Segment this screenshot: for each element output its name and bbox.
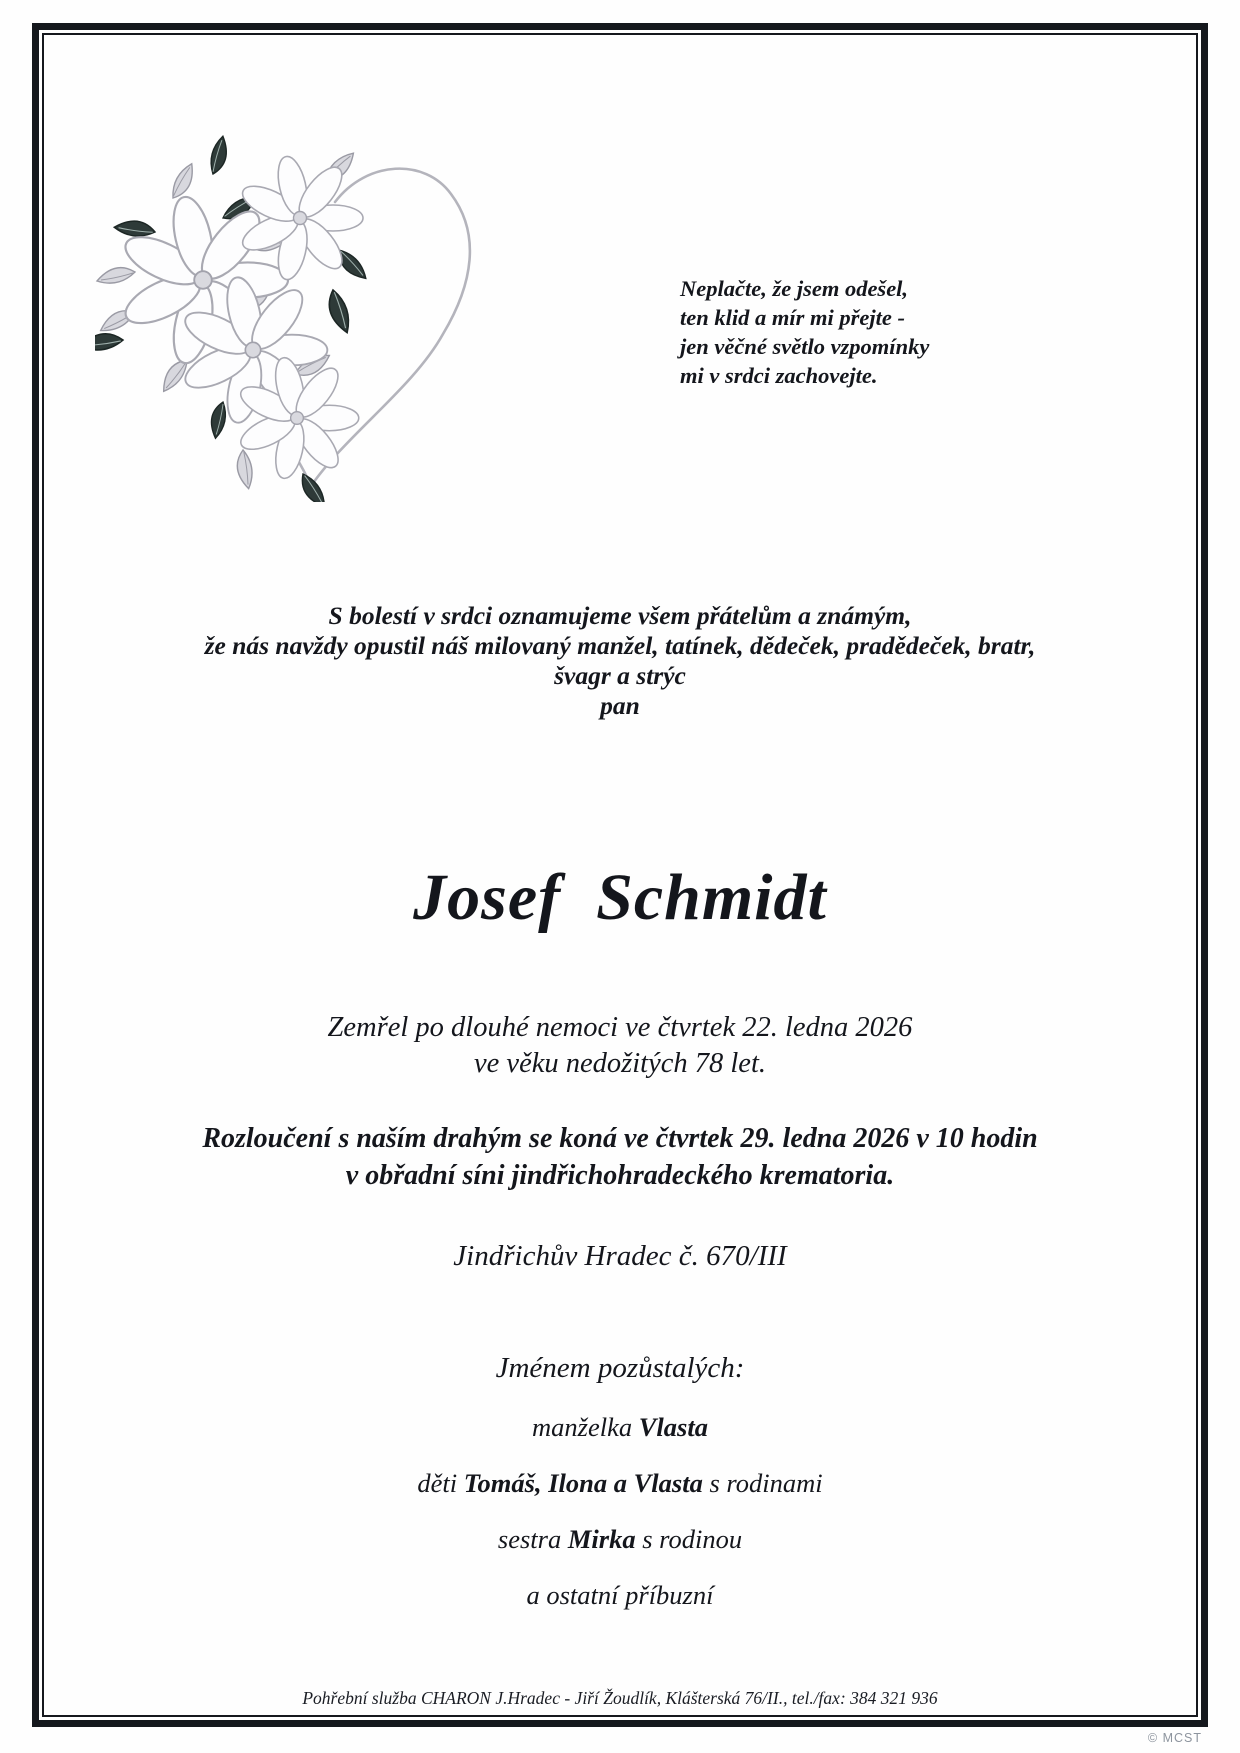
funeral-info-line: Rozloučení s naším drahým se koná ve čtvrtek 29. ledna 2026 v 10 hodin [202,1123,1038,1154]
death-info-line: ve věku nedožitých 78 let. [474,1048,766,1079]
survivor-relation: sestra [497,1524,568,1554]
announcement-line: švagr a strýc [554,661,686,690]
survivor-line [0,1412,1240,1443]
poem-line: Neplačte, že jsem odešel, [680,276,909,301]
deceased-name: Josef Schmidt [413,861,827,934]
announcement-line: že nás navždy opustil náš milovaný manžel, tatínek, dědeček, pradědeček, bratr, [204,631,1036,660]
survivor-line [0,1468,1240,1499]
funeral-info [0,1120,1240,1194]
survivor-name: Vlasta [638,1412,708,1442]
survivor-relation: děti [417,1468,464,1498]
heart-flowers-icon [95,122,495,502]
survivors-heading: Jménem pozůstalých: [495,1352,745,1384]
survivor-relation: manželka [532,1412,639,1442]
address-line: Jindřichův Hradec č. 670/III [453,1240,787,1272]
announcement-line: S bolestí v srdci oznamujeme všem přátelům a známým, [328,601,912,630]
survivor-line [0,1580,1240,1611]
poem-line: ten klid a mír mi přejte - [680,305,905,330]
death-info [0,1010,1240,1082]
survivor-name: Tomáš, Ilona a Vlasta [463,1468,703,1498]
survivor-line [0,1524,1240,1555]
funeral-service-footer: Pohřební služba CHARON J.Hradec - Jiří Žoudlík, Klášterská 76/II., tel./fax: 384 321 936 [302,1688,938,1708]
announcement-line: pan [600,691,640,720]
survivor-name: Mirka [567,1524,636,1554]
announcement-text [0,601,1240,721]
survivor-suffix: s rodinami [702,1468,823,1498]
funeral-info-line: v obřadní síni jindřichohradeckého krematoria. [345,1160,895,1191]
poem-line: jen věčné světlo vzpomínky [680,334,930,359]
survivor-suffix: s rodinou [635,1524,743,1554]
death-info-line: Zemřel po dlouhé nemoci ve čtvrtek 22. ledna 2026 [327,1012,913,1043]
memorial-poem [680,274,929,390]
poem-line: mi v srdci zachovejte. [680,363,878,388]
copyright-mark: © MCST [1147,1731,1202,1745]
survivor-relation: a ostatní příbuzní [526,1580,714,1610]
